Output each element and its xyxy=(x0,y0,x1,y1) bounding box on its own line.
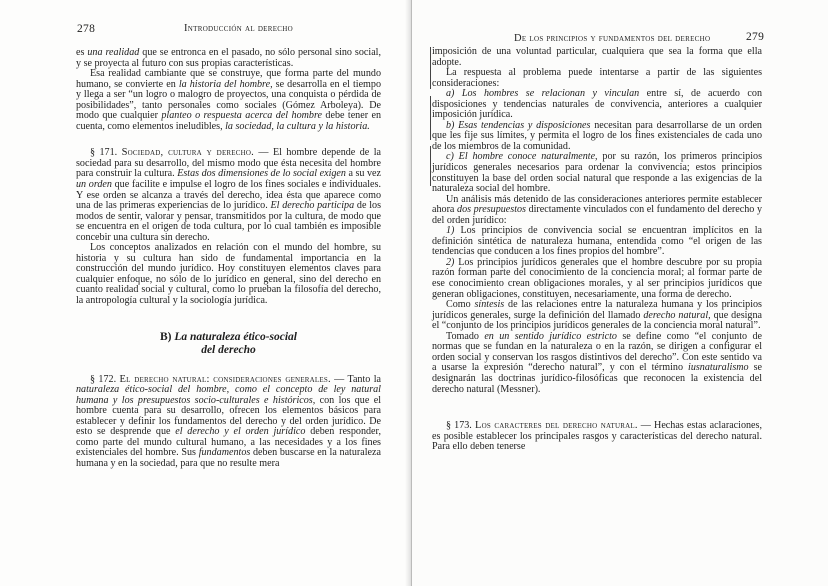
text-run: de los modos de sentir, valorar y pensar, transmitidos por la cultura, de modo que se encuentra en el origen de toda cultura, por lo cual también es imposible concebir una cultura sin derecho. xyxy=(76,200,381,243)
italic-text: la historia del hombre, xyxy=(178,78,273,90)
paragraph xyxy=(76,69,381,132)
text-run: — Tanto la xyxy=(330,373,382,385)
italic-text: a) Los xyxy=(446,88,484,100)
subheading xyxy=(76,331,381,357)
italic-text: iusnaturalismo xyxy=(688,362,749,374)
page-number: 278 xyxy=(77,23,96,35)
section-title: El derecho natural: consideraciones generales. xyxy=(119,373,331,385)
running-head: De los principios y fundamentos del derecho xyxy=(514,33,711,44)
text-run: de las relaciones entre la naturaleza humana y los principios jurídicos generales, surge la definición del llamado xyxy=(432,299,762,321)
text-run: es xyxy=(76,47,88,58)
text-run: Como xyxy=(446,299,475,311)
text-run: deben responder, como parte del mundo cultural humano, a las necesidades y a los fines existenciales del hombre. Sus xyxy=(76,426,381,459)
text-run: que facilite e impulse el logro de los fines sociales e individuales. Y ese orden se alcanza a través del derecho, idea ésta que aparece como una de las primeras experiencias de lo jurídico. xyxy=(76,179,381,212)
text-run: se designarán las doctrinas jurídico-filosóficas que reconocen la existencia del derecho natural (Messner). xyxy=(432,362,763,395)
text-run: necesitan para desarrollarse de un orden que les fije sus límites, y permita el logro de los fines existenciales de cada uno de los miembros de la comunidad. xyxy=(432,119,762,152)
running-head: Introducción al derecho xyxy=(184,23,293,34)
text-run: Un análisis más detenido de las consideraciones anteriores permite establecer ahora xyxy=(432,193,762,216)
italic-text: fundamentos xyxy=(198,447,251,459)
text-run: imposición de una voluntad particular, cualquiera que sea la forma que ella adopte. xyxy=(432,46,762,68)
margin-line xyxy=(430,96,431,140)
margin-line xyxy=(430,146,431,186)
text-run: que designa el “conjunto de los principios jurídicos generales de la conciencia moral natural”. xyxy=(432,309,762,332)
italic-text: naturaleza ético-social del hombre, como el concepto de ley natural humana y los presupuestos socio-culturales e históricos, xyxy=(76,384,381,406)
italic-text: el derecho y el orden jurídico xyxy=(175,426,306,438)
text-run: La respuesta al problema puede intentarse a partir de las siguientes consideraciones: xyxy=(432,67,762,89)
text-run: debe tener en cuenta, como elementos ineludibles, xyxy=(76,110,382,132)
text-run: a su vez xyxy=(345,168,381,180)
text-run: con los que el hombre cuenta para su desarrollo, ofrecen los elementos básicos para establecer y definir los fundamentos del derecho y del orden jurídico. De esto se desprende que xyxy=(76,394,381,438)
subheading-line1: La naturaleza ético-social xyxy=(174,330,298,343)
text-run: § 173. xyxy=(446,420,475,432)
subheading-label: B) xyxy=(159,330,172,343)
text-run: entre sí, de acuerdo con disposiciones y tendencias naturales de convivencia, anteriores a cualquier imposición jurídica. xyxy=(432,88,763,121)
text-run: — Hechas estas aclaraciones, es posible establecer los principales rasgos y características del derecho natural. Para ello deben tenerse xyxy=(432,420,762,453)
italic-text: c) El xyxy=(446,151,473,163)
left-page xyxy=(0,0,412,586)
paragraph xyxy=(76,48,381,69)
italic-text: b) Esas xyxy=(446,119,481,131)
text-run: deben buscarse en la naturaleza humana y en la sociedad, para que no resulte mera xyxy=(76,447,381,469)
paragraph xyxy=(76,243,381,306)
text-run: Los principios de convivencia social se encuentran implícitos en la definición sintética de naturaleza humana, entendida como “el origen de las tendencias que conducen a los fines propios del hombre”. xyxy=(432,225,762,258)
paragraph xyxy=(432,68,762,89)
italic-text: derecho natural, xyxy=(643,309,711,321)
italic-text: hombres se relacionan y vinculan xyxy=(483,88,640,100)
text-run: Tomado xyxy=(446,330,485,342)
italic-text: hombre conoce naturalmente, xyxy=(472,151,598,163)
list-item-b xyxy=(432,121,762,153)
page-number: 279 xyxy=(746,31,765,43)
list-item-1 xyxy=(432,226,762,258)
text-run: se desarrolla en el tiempo y llega a ser “un logro o malogro de proyectos, una conquista o pérdida de posibilidades”, tanto personales como sociales (Gómez Arboleya). De modo que cualquier xyxy=(76,78,382,122)
subheading-line2: del derecho xyxy=(201,343,256,356)
list-item-2 xyxy=(432,258,762,300)
text-run: Los conceptos analizados en relación con el mundo del hombre, su historia y su cultura han sido de fundamental importancia en la construcción del mundo jurídico. Hoy constituyen elementos claves para cualquier enfoque, no sólo de lo jurídico en general, sino del derecho en cuanto realidad social y cultural, como lo prueban la filosofía del derecho, la antropología cultural y la sociología jurídica. xyxy=(76,242,381,307)
italic-text: una realidad xyxy=(87,47,140,58)
paragraph xyxy=(432,300,762,332)
text-run: Los principios jurídicos generales que el hombre descubre por su propia razón forman parte del conocimiento de la conciencia moral; al formar parte de ese conocimiento crean obligaciones morales, y al ser principios jurídicos que generan obligaciones, constituyen, necesariamente, una forma de derecho. xyxy=(432,256,762,300)
section-171 xyxy=(76,148,381,243)
section-173 xyxy=(432,421,762,453)
text-run: por su razón, los primeros principios jurídicos generales necesarios para ordenar la convivencia; estos principios constituyen la base del orden social natural que responde a las exigencias de la naturaleza social del hombre. xyxy=(432,151,763,195)
italic-text: Estas dos dimensiones de lo social exigen xyxy=(177,168,346,180)
italic-text: un orden xyxy=(76,179,112,191)
italic-text: planteo o respuesta acerca del hombre xyxy=(161,110,322,122)
list-item-a xyxy=(432,89,762,121)
text-run: directamente vinculados con el fundamento del derecho y del orden jurídico: xyxy=(432,204,762,226)
paragraph xyxy=(432,195,762,227)
right-body-text xyxy=(432,47,762,453)
italic-text: dos presupuestos xyxy=(457,204,526,216)
left-body-text xyxy=(76,48,381,470)
italic-text: en un sentido jurídico estricto xyxy=(484,330,617,342)
italic-text: El derecho participa xyxy=(270,200,355,212)
paragraph xyxy=(432,332,762,395)
paragraph xyxy=(432,47,762,68)
italic-text: síntesis xyxy=(474,299,505,311)
italic-text: tendencias y disposiciones xyxy=(480,119,591,131)
italic-text: la sociedad, la cultura y la historia. xyxy=(225,120,370,132)
right-page xyxy=(412,0,828,586)
section-title: Sociedad, cultura y derecho. xyxy=(121,147,254,159)
text-run: Esa realidad cambiante que se construye, que forma parte del mundo humano, se convierte en xyxy=(76,68,381,90)
text-run: § 172. xyxy=(90,373,120,385)
section-title: Los caracteres del derecho natural. xyxy=(474,420,638,432)
text-run: se define como “el conjunto de normas que se fundan en la naturaleza o en la razón, se dirigen a configurar el orden social y conservan los rasgos distintivos del derecho”. Con este sentido va a usarse la expresión “derecho natural”, y con el término xyxy=(432,330,762,374)
margin-line xyxy=(430,47,431,89)
list-item-c xyxy=(432,152,762,194)
text-run: — El hombre depende de la sociedad para su desarrollo, del mismo modo que ésta necesita del hombre para construir la cultura. xyxy=(76,147,381,180)
section-172 xyxy=(76,375,381,470)
text-run: que se entronca en el pasado, no sólo personal sino social, y se proyecta al futuro con sus propias características. xyxy=(76,47,381,69)
text-run: § 171. xyxy=(90,147,122,159)
italic-text: 2) xyxy=(446,256,459,268)
italic-text: 1) xyxy=(446,225,461,237)
